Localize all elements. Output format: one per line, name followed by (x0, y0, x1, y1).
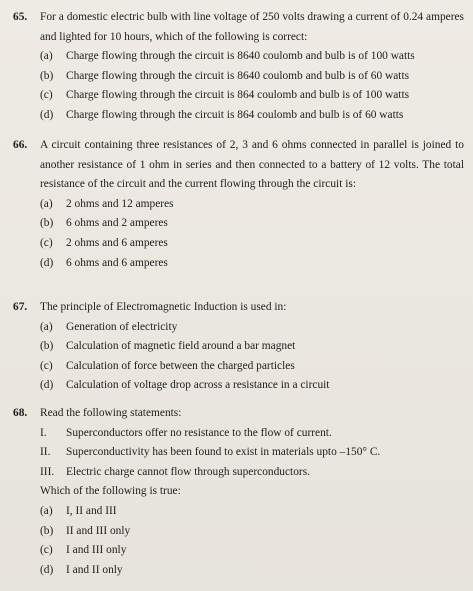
option-label: (a) (40, 197, 53, 210)
option-c (0, 86, 473, 106)
statement-label: I. (40, 426, 47, 439)
statement-1 (0, 424, 473, 444)
option-text: I and III only (66, 544, 127, 557)
option-d (0, 376, 473, 396)
question-text: Read the following statements: (40, 407, 182, 419)
option-text: I and II only (66, 563, 123, 576)
option-text: I, II and III (66, 504, 117, 517)
option-label: (c) (40, 236, 53, 249)
option-label: (a) (40, 504, 53, 517)
option-text: Charge flowing through the circuit is 8640 coulomb and bulb is of 100 watts (66, 50, 415, 63)
question-stem (0, 404, 473, 424)
option-text: 6 ohms and 6 amperes (66, 256, 168, 269)
option-text: II and III only (66, 524, 131, 537)
option-a (0, 195, 473, 215)
option-label: (d) (40, 563, 54, 576)
option-label: (b) (40, 69, 54, 82)
statement-text: Electric charge cannot flow through superconductors. (66, 465, 310, 478)
option-label: (b) (40, 524, 54, 537)
option-label: (c) (40, 359, 53, 372)
statement-label: III. (40, 465, 55, 478)
question-67 (0, 298, 473, 396)
statement-2 (0, 443, 473, 463)
statement-text: Superconductors offer no resistance to the flow of current. (66, 426, 332, 439)
option-a (0, 47, 473, 67)
option-text: 2 ohms and 12 amperes (66, 197, 174, 210)
option-text: Charge flowing through the circuit is 8640 coulomb and bulb is of 60 watts (66, 69, 410, 82)
question-text: The principle of Electromagnetic Induction is used in: (40, 301, 287, 313)
option-a (0, 502, 473, 522)
option-label: (a) (40, 320, 53, 333)
option-b (0, 522, 473, 542)
option-b (0, 337, 473, 357)
option-c (0, 357, 473, 377)
option-label: (c) (40, 89, 53, 102)
option-label: (a) (40, 50, 53, 63)
question-68 (0, 404, 473, 580)
question-number: 68. (13, 407, 28, 419)
question-stem (0, 136, 473, 195)
option-label: (d) (40, 379, 54, 392)
question-number: 67. (13, 301, 28, 313)
question-stem (0, 8, 473, 47)
option-text: Charge flowing through the circuit is 864 coulomb and bulb is of 100 watts (66, 89, 410, 102)
option-text: Calculation of magnetic field around a bar magnet (66, 340, 296, 353)
option-text: Calculation of force between the charged particles (66, 359, 295, 372)
option-c (0, 541, 473, 561)
statement-text: Superconductivity has been found to exist in materials upto –150° C. (66, 446, 381, 459)
option-b (0, 67, 473, 87)
option-a (0, 318, 473, 338)
option-b (0, 214, 473, 234)
question-text: A circuit containing three resistances of 2, 3 and 6 ohms connected in parallel is joined to another resistance of 1 ohm in series and then connected to a battery of 12 volts. The total resistance of the circuit and the current flowing through the circuit is: (40, 139, 464, 191)
question-66 (0, 136, 473, 273)
option-d (0, 106, 473, 126)
option-d (0, 254, 473, 274)
option-text: Charge flowing through the circuit is 864 coulomb and bulb is of 60 watts (66, 108, 404, 121)
option-text: 2 ohms and 6 amperes (66, 236, 168, 249)
option-label: (c) (40, 544, 53, 557)
option-label: (d) (40, 108, 54, 121)
option-text: 6 ohms and 2 amperes (66, 217, 168, 230)
question-prompt: Which of the following is true: (40, 485, 181, 498)
option-label: (b) (40, 340, 54, 353)
option-text: Calculation of voltage drop across a resistance in a circuit (66, 379, 330, 392)
question-65 (0, 8, 473, 126)
statement-label: II. (40, 446, 51, 459)
option-label: (b) (40, 217, 54, 230)
option-text: Generation of electricity (66, 320, 178, 333)
statement-3 (0, 463, 473, 483)
option-c (0, 234, 473, 254)
option-d (0, 561, 473, 581)
question-number: 65. (13, 11, 28, 23)
option-label: (d) (40, 256, 54, 269)
question-text: For a domestic electric bulb with line voltage of 250 volts drawing a current of 0.24 amperes and lighted for 10 hours, which of the following is correct: (40, 11, 464, 43)
question-stem (0, 298, 473, 318)
question-number: 66. (13, 139, 28, 151)
